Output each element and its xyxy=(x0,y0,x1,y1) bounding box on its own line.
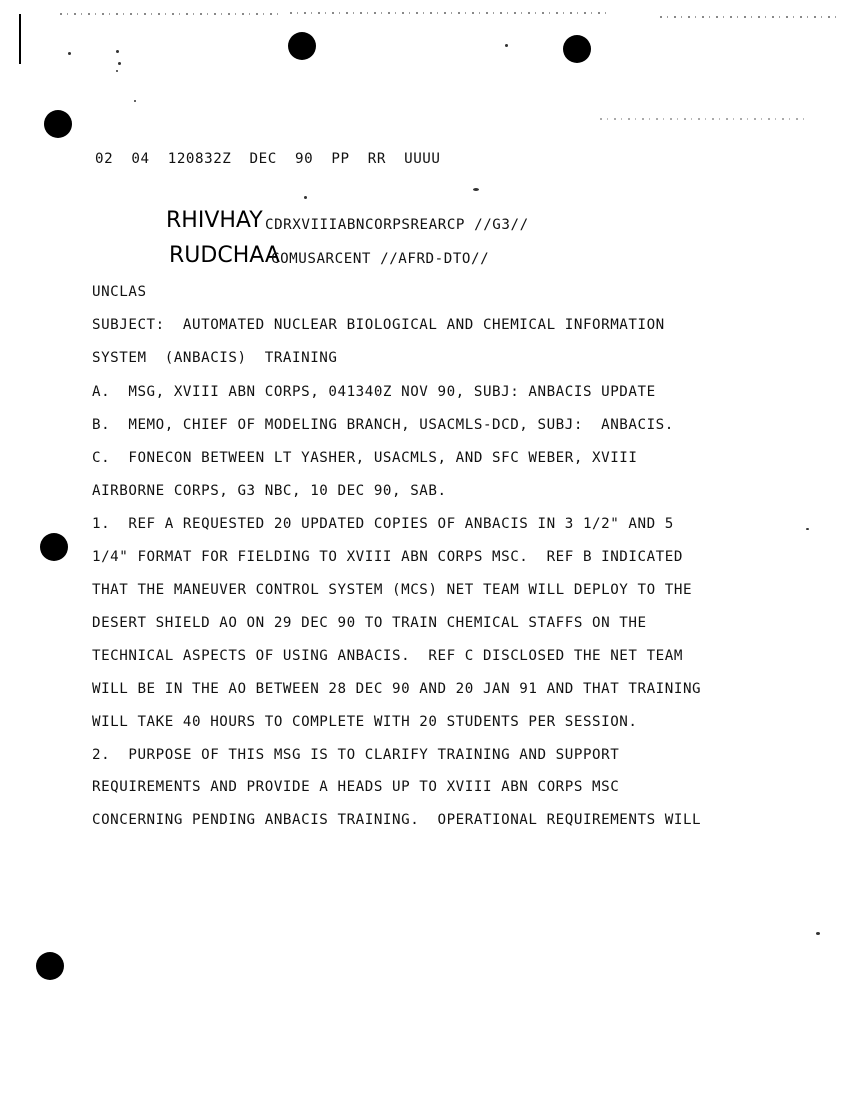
body-line: DESERT SHIELD AO ON 29 DEC 90 TO TRAIN CHEMICAL STAFFS ON THE xyxy=(92,615,647,631)
scan-speck xyxy=(816,932,820,935)
scan-speck xyxy=(505,44,508,47)
scan-noise xyxy=(600,118,810,120)
scan-speck xyxy=(473,188,479,191)
scan-noise xyxy=(290,12,610,14)
addressee-action: CDRXVIIIABNCORPSREARCP //G3// xyxy=(265,217,529,233)
body-line: WILL TAKE 40 HOURS TO COMPLETE WITH 20 STUDENTS PER SESSION. xyxy=(92,714,638,730)
scan-speck xyxy=(118,62,121,65)
reference-c-line-1: C. FONECON BETWEEN LT YASHER, USACMLS, AND SFC WEBER, XVIII xyxy=(92,450,638,466)
subject-line-1: SUBJECT: AUTOMATED NUCLEAR BIOLOGICAL AND CHEMICAL INFORMATION xyxy=(92,317,665,333)
body-line: WILL BE IN THE AO BETWEEN 28 DEC 90 AND 20 JAN 91 AND THAT TRAINING xyxy=(92,681,702,697)
routing-indicator-handwritten: RUDCHAA xyxy=(169,243,280,268)
punch-hole xyxy=(44,110,72,138)
scan-noise xyxy=(660,16,840,18)
scan-speck xyxy=(116,70,118,72)
body-line: 1/4" FORMAT FOR FIELDING TO XVIII ABN CORPS MSC. REF B INDICATED xyxy=(92,549,683,565)
body-line: REQUIREMENTS AND PROVIDE A HEADS UP TO XVIII ABN CORPS MSC xyxy=(92,779,620,795)
punch-hole xyxy=(563,35,591,63)
routing-indicator-handwritten: RHIVHAY xyxy=(166,208,263,233)
addressee-info: COMUSARCENT //AFRD-DTO// xyxy=(271,251,490,267)
body-line: TECHNICAL ASPECTS OF USING ANBACIS. REF C DISCLOSED THE NET TEAM xyxy=(92,648,683,664)
scan-noise xyxy=(60,13,280,15)
body-line: 2. PURPOSE OF THIS MSG IS TO CLARIFY TRAINING AND SUPPORT xyxy=(92,747,620,763)
scan-margin-bar xyxy=(19,14,21,64)
body-line: 1. REF A REQUESTED 20 UPDATED COPIES OF ANBACIS IN 3 1/2" AND 5 xyxy=(92,516,674,532)
scan-speck xyxy=(116,50,119,53)
scan-speck xyxy=(68,52,71,55)
dtg-line: 02 04 120832Z DEC 90 PP RR UUUU xyxy=(95,151,441,167)
punch-hole xyxy=(36,952,64,980)
scan-speck xyxy=(304,196,307,199)
reference-c-line-2: AIRBORNE CORPS, G3 NBC, 10 DEC 90, SAB. xyxy=(92,483,447,499)
reference-a: A. MSG, XVIII ABN CORPS, 041340Z NOV 90, SUBJ: ANBACIS UPDATE xyxy=(92,384,656,400)
scan-speck xyxy=(806,528,809,530)
scan-speck xyxy=(134,100,136,102)
reference-b: B. MEMO, CHIEF OF MODELING BRANCH, USACMLS-DCD, SUBJ: ANBACIS. xyxy=(92,417,674,433)
punch-hole xyxy=(40,533,68,561)
subject-line-2: SYSTEM (ANBACIS) TRAINING xyxy=(92,350,338,366)
classification: UNCLAS xyxy=(92,284,147,300)
body-line: CONCERNING PENDING ANBACIS TRAINING. OPERATIONAL REQUIREMENTS WILL xyxy=(92,812,702,828)
body-line: THAT THE MANEUVER CONTROL SYSTEM (MCS) NET TEAM WILL DEPLOY TO THE xyxy=(92,582,693,598)
punch-hole xyxy=(288,32,316,60)
